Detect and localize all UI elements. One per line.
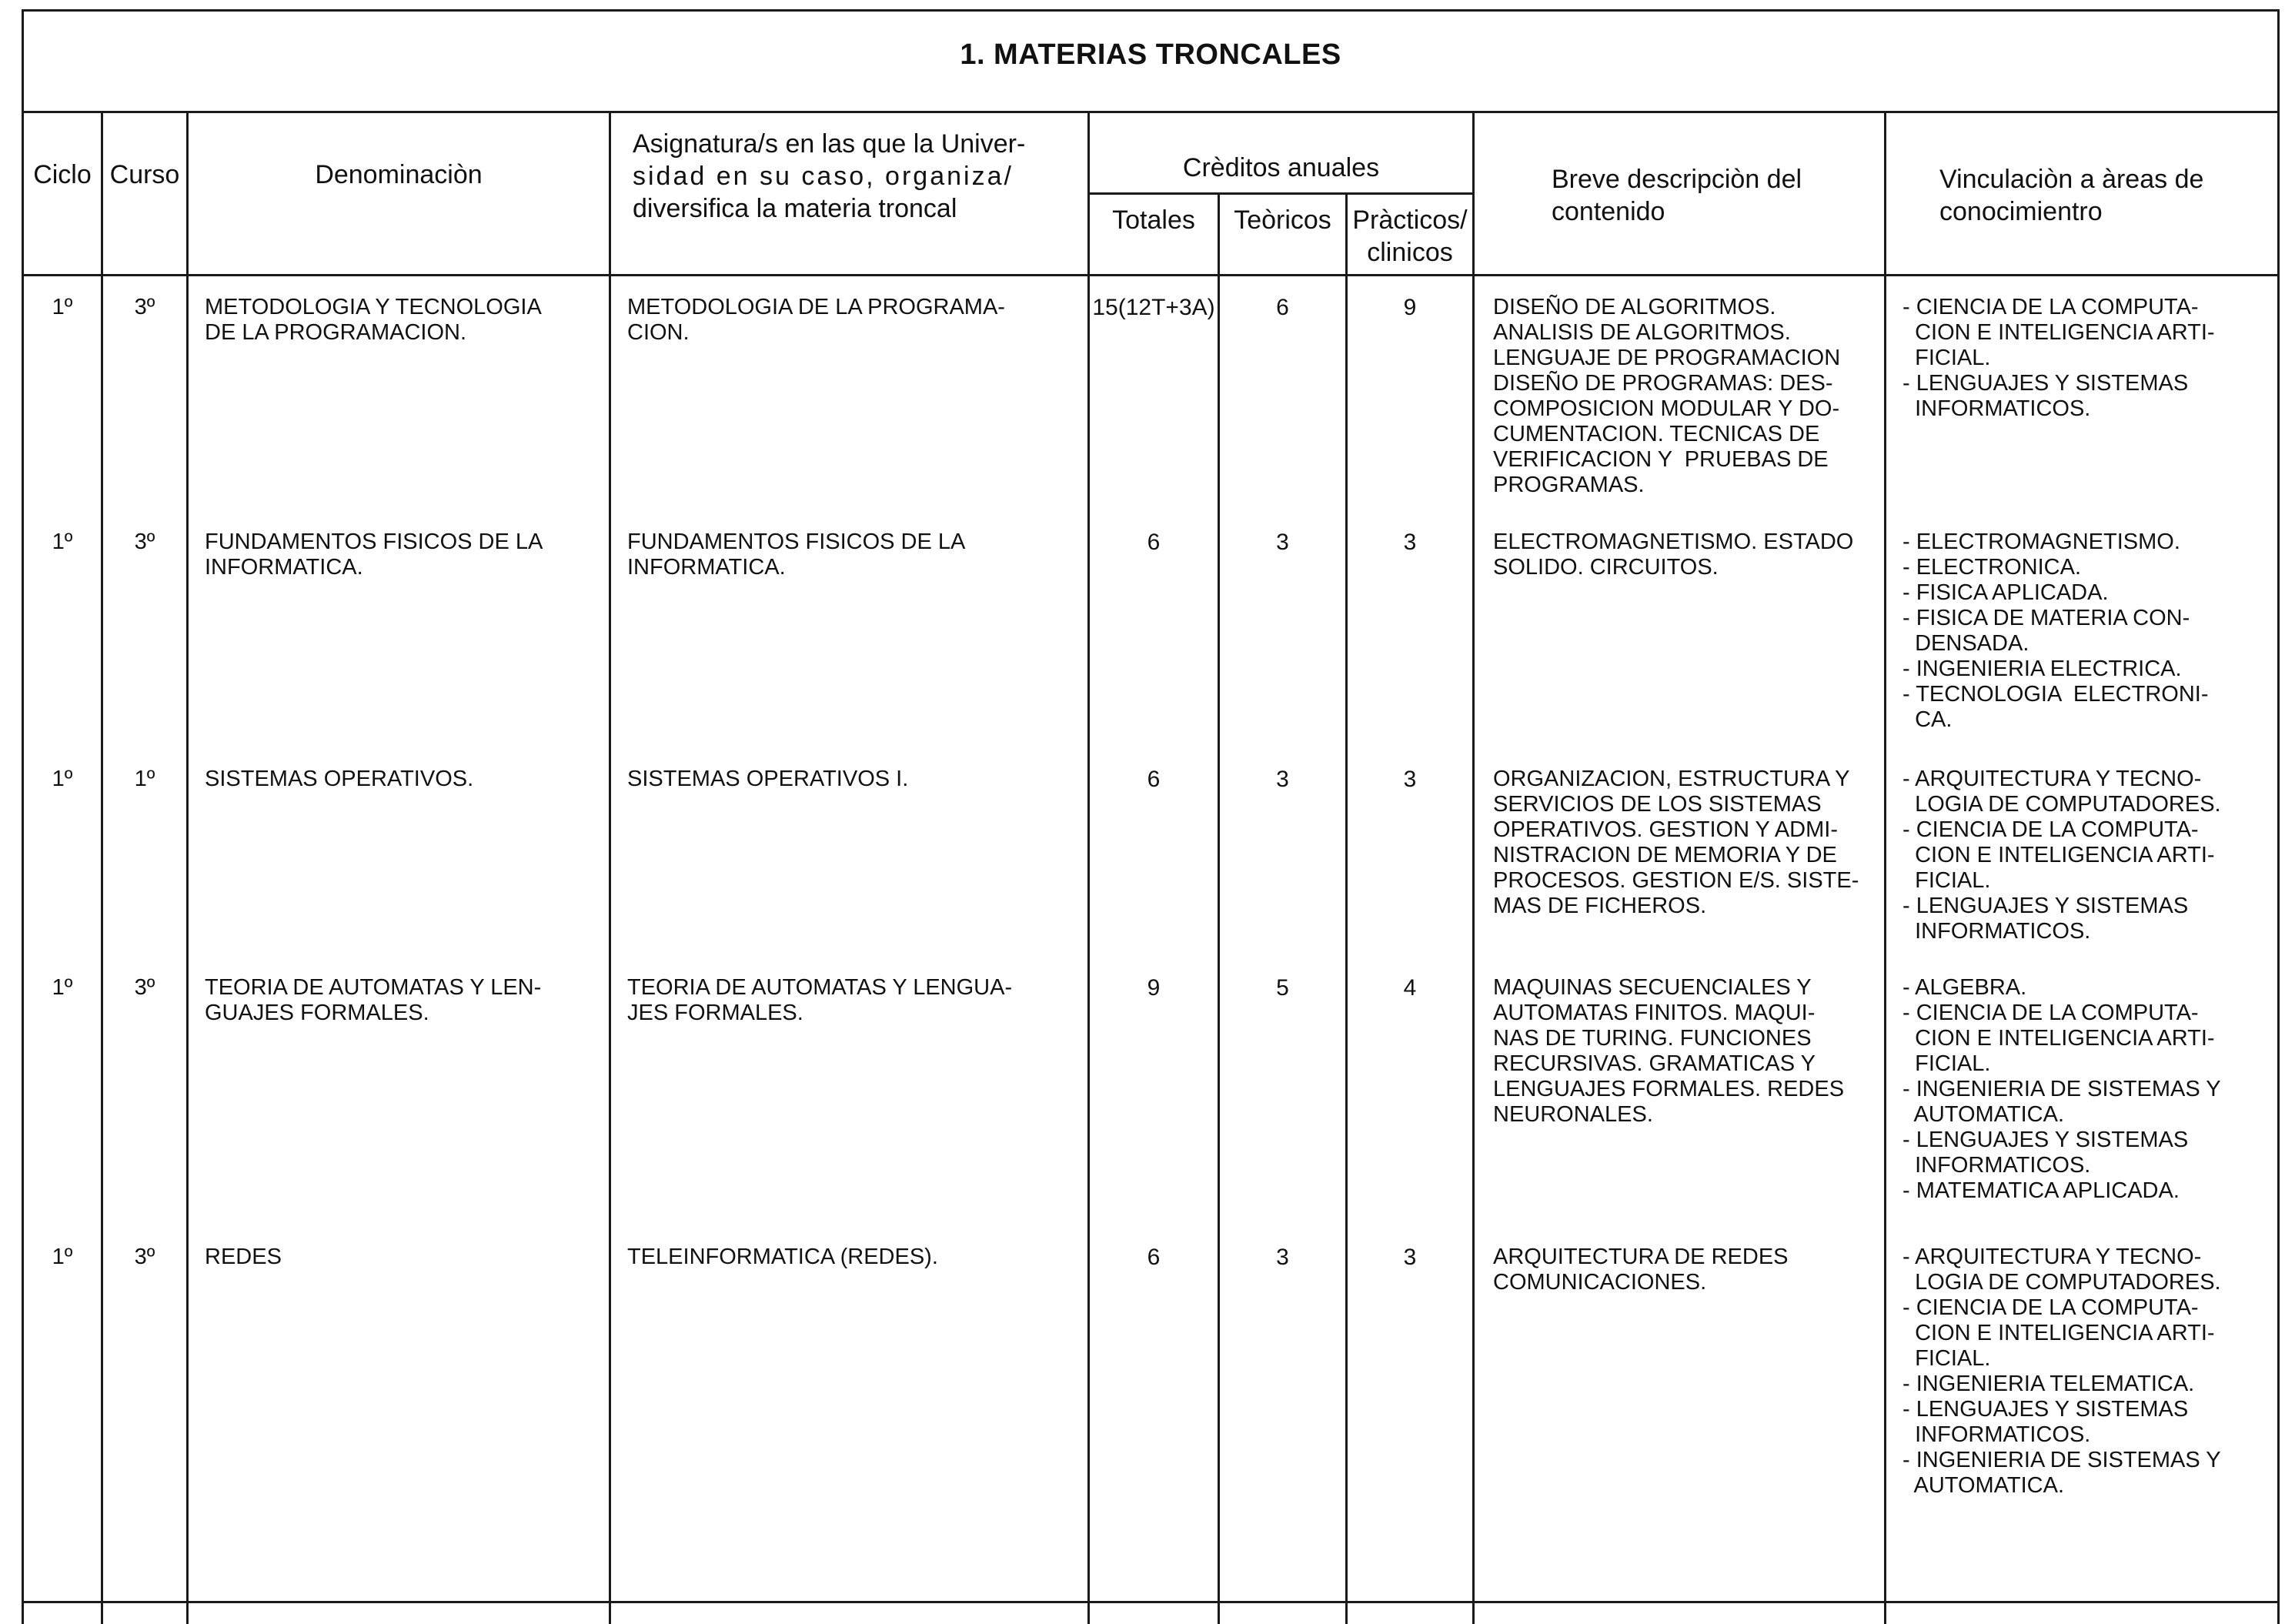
creditos-subdivider bbox=[1087, 192, 1472, 195]
col-divider-6 bbox=[1345, 192, 1348, 1624]
cell-line: NISTRACION DE MEMORIA Y DE bbox=[1493, 843, 1837, 867]
cell-curso bbox=[103, 767, 186, 792]
col-divider-5 bbox=[1218, 192, 1220, 1624]
cell-line: SISTEMAS OPERATIVOS I. bbox=[627, 767, 909, 791]
cell-vinculacion bbox=[1902, 767, 2272, 944]
cell-vinculacion bbox=[1902, 1245, 2272, 1499]
header-practicos bbox=[1348, 204, 1472, 269]
cell-line: INFORMATICA. bbox=[205, 555, 363, 580]
cell-line: JES FORMALES. bbox=[627, 1001, 803, 1025]
header-curso: Curso bbox=[109, 160, 180, 189]
cell-line: 3º bbox=[134, 295, 155, 319]
cell-line: VERIFICACION Y PRUEBAS DE bbox=[1493, 447, 1829, 472]
col-divider-8 bbox=[1884, 111, 1886, 1624]
cell-line: 3º bbox=[134, 1245, 155, 1269]
cell-line: - ARQUITECTURA Y TECNO- bbox=[1902, 767, 2202, 791]
col-divider-1 bbox=[101, 111, 103, 1624]
cell-curso bbox=[103, 530, 186, 555]
cell-line: GUAJES FORMALES. bbox=[205, 1001, 429, 1025]
cell-line: 1º bbox=[52, 975, 73, 1000]
cell-practicos bbox=[1348, 975, 1472, 1001]
cell-line: 3 bbox=[1403, 1245, 1417, 1270]
cell-line: (12T+3A) bbox=[1117, 295, 1215, 320]
header-practicos-line: clinicos bbox=[1367, 238, 1453, 267]
cell-line: - LENGUAJES Y SISTEMAS bbox=[1902, 1128, 2189, 1152]
cell-ciclo bbox=[24, 767, 101, 792]
cell-line: NAS DE TURING. FUNCIONES bbox=[1493, 1026, 1812, 1051]
header-vinculacion-line: Vinculaciòn a àreas de bbox=[1939, 165, 2204, 194]
cell-line: - FISICA DE MATERIA CON- bbox=[1902, 606, 2190, 630]
col-divider-7 bbox=[1472, 111, 1475, 1624]
cell-line: 1º bbox=[52, 1245, 73, 1269]
cell-line: MAQUINAS SECUENCIALES Y bbox=[1493, 975, 1812, 1000]
cell-line: ANALISIS DE ALGORITMOS. bbox=[1493, 320, 1791, 345]
cell-asignatura bbox=[627, 295, 1081, 346]
col-divider-4 bbox=[1087, 111, 1090, 1624]
cell-totales bbox=[1090, 295, 1218, 321]
cell-line: CION E INTELIGENCIA ARTI- bbox=[1902, 843, 2215, 867]
cell-curso bbox=[103, 295, 186, 320]
cell-teoricos bbox=[1220, 767, 1345, 793]
cell-vinculacion bbox=[1902, 975, 2272, 1204]
cell-line: - CIENCIA DE LA COMPUTA- bbox=[1902, 295, 2199, 319]
cell-denominacion bbox=[205, 530, 605, 580]
cell-practicos bbox=[1348, 767, 1472, 793]
cell-line: 1º bbox=[52, 767, 73, 791]
cell-totales bbox=[1090, 530, 1218, 556]
cell-line: 9 bbox=[1147, 975, 1161, 1001]
cell-line: ORGANIZACION, ESTRUCTURA Y bbox=[1493, 767, 1850, 791]
cell-line: - INGENIERIA ELECTRICA. bbox=[1902, 657, 2182, 681]
cell-teoricos bbox=[1220, 1245, 1345, 1271]
cell-denominacion bbox=[205, 1245, 605, 1270]
header-asignatura-line: sidad en su caso, organiza/ bbox=[633, 162, 1014, 191]
cell-denominacion bbox=[205, 975, 605, 1026]
cell-asignatura bbox=[627, 1245, 1081, 1270]
cell-line: - ARQUITECTURA Y TECNO- bbox=[1902, 1245, 2202, 1269]
cell-line: INFORMATICA. bbox=[627, 555, 786, 580]
cell-line: 3º bbox=[134, 530, 155, 554]
title-divider bbox=[22, 111, 2280, 113]
cell-line: 3 bbox=[1276, 530, 1289, 555]
cell-line: DENSADA. bbox=[1902, 631, 2029, 656]
cell-line: - ELECTRONICA. bbox=[1902, 555, 2082, 580]
header-descripcion-line: Breve descripciòn del bbox=[1552, 165, 1802, 194]
cell-descripcion bbox=[1493, 767, 1878, 919]
cell-line: LOGIA DE COMPUTADORES. bbox=[1902, 1270, 2221, 1295]
cell-descripcion bbox=[1493, 295, 1878, 498]
cell-line: FUNDAMENTOS FISICOS DE LA bbox=[205, 530, 543, 554]
cell-line: 4 bbox=[1403, 975, 1417, 1001]
cell-line: - TECNOLOGIA ELECTRONI- bbox=[1902, 682, 2209, 707]
cell-line: AUTOMATICA. bbox=[1902, 1473, 2065, 1498]
cell-line: FICIAL. bbox=[1902, 1346, 1991, 1371]
cell-teoricos bbox=[1220, 530, 1345, 556]
cell-denominacion bbox=[205, 767, 605, 792]
col-divider-2 bbox=[186, 111, 189, 1624]
cell-line: DE LA PROGRAMACION. bbox=[205, 320, 467, 345]
cell-line: - CIENCIA DE LA COMPUTA- bbox=[1902, 1001, 2199, 1025]
table-bottom-line bbox=[22, 1601, 2280, 1603]
cell-line: 6 bbox=[1276, 295, 1289, 320]
cell-line: 6 bbox=[1147, 1245, 1161, 1270]
cell-line: - INGENIERIA DE SISTEMAS Y bbox=[1902, 1077, 2221, 1101]
cell-line: REDES bbox=[205, 1245, 282, 1269]
header-asignatura bbox=[633, 128, 1079, 225]
cell-line: 3º bbox=[134, 975, 155, 1000]
cell-ciclo bbox=[24, 295, 101, 320]
cell-line: 3 bbox=[1403, 530, 1417, 555]
cell-line: METODOLOGIA Y TECNOLOGIA bbox=[205, 295, 542, 319]
cell-line: COMPOSICION MODULAR Y DO- bbox=[1493, 396, 1840, 421]
cell-line: TELEINFORMATICA (REDES). bbox=[627, 1245, 938, 1269]
cell-vinculacion bbox=[1902, 530, 2272, 733]
cell-practicos bbox=[1348, 530, 1472, 556]
cell-practicos bbox=[1348, 295, 1472, 321]
cell-line: AUTOMATAS FINITOS. MAQUI- bbox=[1493, 1001, 1816, 1025]
cell-line: - LENGUAJES Y SISTEMAS bbox=[1902, 371, 2189, 396]
cell-line: LENGUAJES FORMALES. REDES bbox=[1493, 1077, 1845, 1101]
cell-line: CUMENTACION. TECNICAS DE bbox=[1493, 422, 1820, 446]
cell-line: NEURONALES. bbox=[1493, 1102, 1653, 1127]
cell-line: LOGIA DE COMPUTADORES. bbox=[1902, 792, 2221, 817]
cell-line: INFORMATICOS. bbox=[1902, 1422, 2091, 1447]
cell-line: SOLIDO. CIRCUITOS. bbox=[1493, 555, 1719, 580]
cell-teoricos bbox=[1220, 975, 1345, 1001]
header-descripcion bbox=[1552, 163, 1875, 228]
header-asignatura-line: diversifica la materia troncal bbox=[633, 194, 957, 223]
cell-line: - MATEMATICA APLICADA. bbox=[1902, 1178, 2180, 1203]
cell-line: MAS DE FICHEROS. bbox=[1493, 894, 1707, 918]
cell-line: COMUNICACIONES. bbox=[1493, 1270, 1707, 1295]
header-denominacion: Denominaciòn bbox=[315, 160, 483, 189]
cell-ciclo bbox=[24, 530, 101, 555]
cell-line: FUNDAMENTOS FISICOS DE LA bbox=[627, 530, 966, 554]
col-divider-3 bbox=[609, 111, 611, 1624]
cell-line: 6 bbox=[1147, 767, 1161, 792]
header-vinculacion-line: conocimientro bbox=[1939, 197, 2103, 226]
cell-line: 3 bbox=[1403, 767, 1417, 792]
cell-ciclo bbox=[24, 975, 101, 1001]
header-ciclo: Ciclo bbox=[33, 160, 92, 189]
cell-line: 6 bbox=[1147, 530, 1161, 555]
cell-line: OPERATIVOS. GESTION Y ADMI- bbox=[1493, 817, 1838, 842]
cell-line: - ALGEBRA. bbox=[1902, 975, 2027, 1000]
header-creditos: Crèditos anuales bbox=[1182, 153, 1380, 182]
cell-line: SERVICIOS DE LOS SISTEMAS bbox=[1493, 792, 1822, 817]
cell-line: - CIENCIA DE LA COMPUTA- bbox=[1902, 817, 2199, 842]
header-descripcion-line: contenido bbox=[1552, 197, 1665, 226]
cell-line: CION. bbox=[627, 320, 690, 345]
header-practicos-line: Pràcticos/ bbox=[1352, 206, 1468, 235]
cell-line: TEORIA DE AUTOMATAS Y LEN- bbox=[205, 975, 542, 1000]
cell-line: ARQUITECTURA DE REDES bbox=[1493, 1245, 1789, 1269]
cell-line: CION E INTELIGENCIA ARTI- bbox=[1902, 1026, 2215, 1051]
cell-descripcion bbox=[1493, 975, 1878, 1128]
cell-practicos bbox=[1348, 1245, 1472, 1271]
cell-teoricos bbox=[1220, 295, 1345, 321]
cell-line: DISEÑO DE PROGRAMAS: DES- bbox=[1493, 371, 1833, 396]
cell-line: 1º bbox=[134, 767, 155, 791]
cell-line: TEORIA DE AUTOMATAS Y LENGUA- bbox=[627, 975, 1013, 1000]
page-title: 1. MATERIAS TRONCALES bbox=[960, 38, 1341, 71]
cell-line: CION E INTELIGENCIA ARTI- bbox=[1902, 320, 2215, 345]
cell-line: AUTOMATICA. bbox=[1902, 1102, 2065, 1127]
header-asignatura-line: Asignatura/s en las que la Univer- bbox=[633, 129, 1026, 159]
cell-line: FICIAL. bbox=[1902, 1051, 1991, 1076]
cell-line: - LENGUAJES Y SISTEMAS bbox=[1902, 1397, 2189, 1422]
cell-line: CA. bbox=[1902, 707, 1953, 732]
cell-line: 3 bbox=[1276, 1245, 1289, 1270]
cell-totales bbox=[1090, 1245, 1218, 1271]
cell-descripcion bbox=[1493, 530, 1878, 580]
cell-line: - FISICA APLICADA. bbox=[1902, 580, 2109, 605]
cell-line: ELECTROMAGNETISMO. ESTADO bbox=[1493, 530, 1854, 554]
header-vinculacion bbox=[1939, 163, 2270, 228]
header-totales: Totales bbox=[1112, 206, 1195, 235]
cell-line: - LENGUAJES Y SISTEMAS bbox=[1902, 894, 2189, 918]
cell-line: 1º bbox=[52, 530, 73, 554]
cell-asignatura bbox=[627, 975, 1081, 1026]
cell-line: - CIENCIA DE LA COMPUTA- bbox=[1902, 1295, 2199, 1320]
cell-line: 9 bbox=[1403, 295, 1417, 320]
cell-line: 3 bbox=[1276, 767, 1289, 792]
cell-line: DISEÑO DE ALGORITMOS. bbox=[1493, 295, 1776, 319]
header-divider bbox=[22, 274, 2280, 276]
cell-line: RECURSIVAS. GRAMATICAS Y bbox=[1493, 1051, 1816, 1076]
cell-curso bbox=[103, 1245, 186, 1270]
cell-line: LENGUAJE DE PROGRAMACION bbox=[1493, 346, 1841, 370]
cell-vinculacion bbox=[1902, 295, 2272, 422]
cell-curso bbox=[103, 975, 186, 1001]
cell-line: 5 bbox=[1276, 975, 1289, 1001]
cell-denominacion bbox=[205, 295, 605, 346]
cell-line: - INGENIERIA DE SISTEMAS Y bbox=[1902, 1448, 2221, 1472]
cell-line: PROGRAMAS. bbox=[1493, 473, 1645, 497]
cell-ciclo bbox=[24, 1245, 101, 1270]
cell-descripcion bbox=[1493, 1245, 1878, 1295]
cell-line: INFORMATICOS. bbox=[1902, 1153, 2091, 1178]
cell-line: - INGENIERIA TELEMATICA. bbox=[1902, 1372, 2195, 1396]
cell-line: FICIAL. bbox=[1902, 868, 1991, 893]
cell-line: PROCESOS. GESTION E/S. SISTE- bbox=[1493, 868, 1859, 893]
cell-line: INFORMATICOS. bbox=[1902, 396, 2091, 421]
cell-totales bbox=[1090, 767, 1218, 793]
cell-totales bbox=[1090, 975, 1218, 1001]
cell-line: METODOLOGIA DE LA PROGRAMA- bbox=[627, 295, 1005, 319]
cell-line: 15 bbox=[1092, 295, 1118, 320]
cell-line: 1º bbox=[52, 295, 73, 319]
cell-line: INFORMATICOS. bbox=[1902, 919, 2091, 944]
cell-line: FICIAL. bbox=[1902, 346, 1991, 370]
cell-line: - ELECTROMAGNETISMO. bbox=[1902, 530, 2180, 554]
cell-line: SISTEMAS OPERATIVOS. bbox=[205, 767, 474, 791]
cell-asignatura bbox=[627, 767, 1081, 792]
cell-asignatura bbox=[627, 530, 1081, 580]
cell-line: CION E INTELIGENCIA ARTI- bbox=[1902, 1321, 2215, 1345]
header-teoricos: Teòricos bbox=[1234, 206, 1331, 235]
